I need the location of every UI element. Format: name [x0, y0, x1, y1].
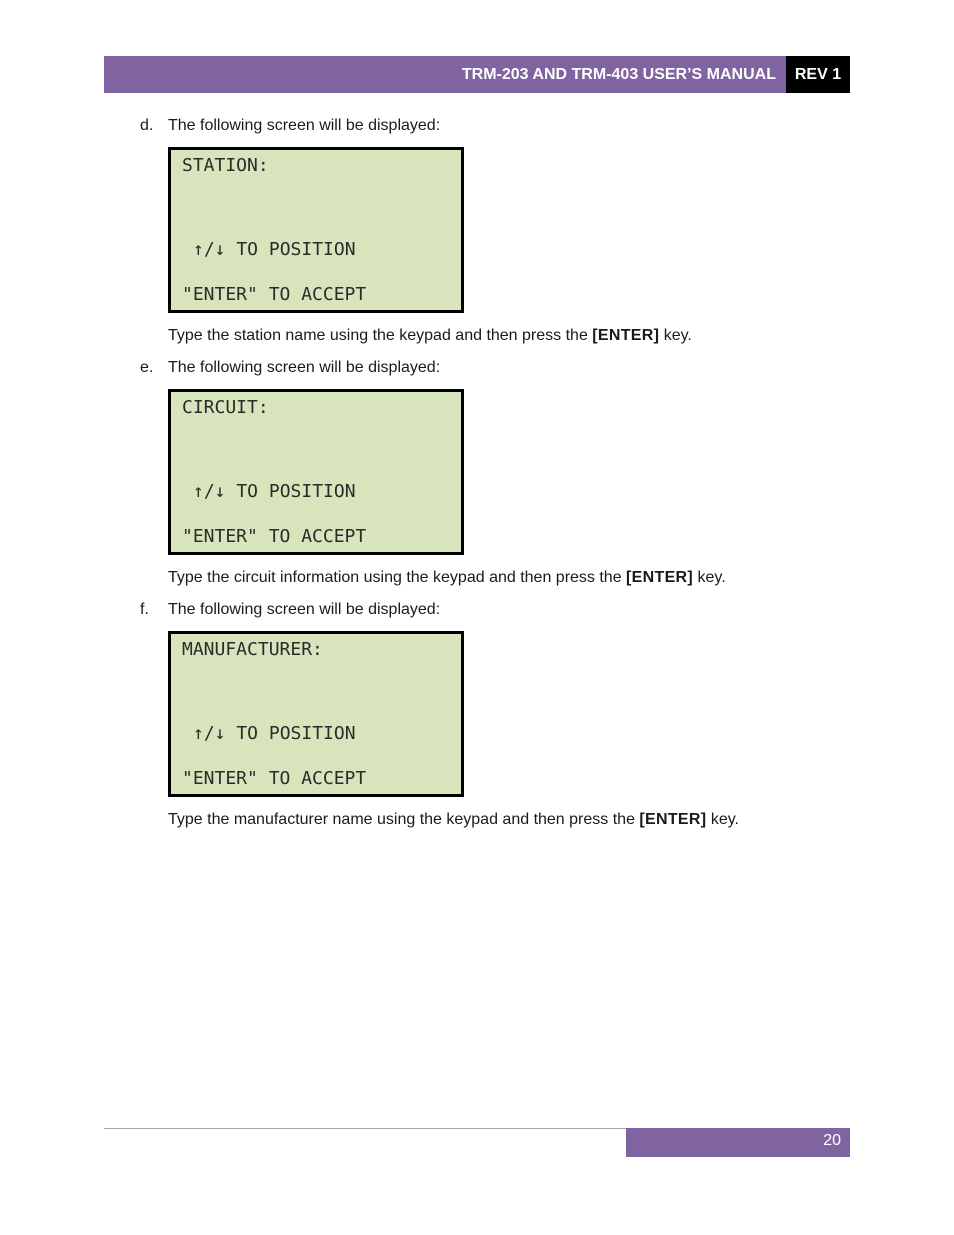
lcd-line-3: "ENTER" TO ACCEPT: [182, 526, 367, 547]
instruction-suffix: key.: [659, 327, 692, 344]
step-letter: e.: [140, 359, 154, 376]
lcd-screen-station: [168, 147, 464, 313]
instruction-text: Type the station name using the keypad and then press the: [168, 327, 593, 344]
instruction-station: [168, 326, 692, 346]
lcd-line-1: MANUFACTURER:: [182, 639, 323, 660]
manual-title: TRM-203 AND TRM-403 USER’S MANUAL: [461, 66, 776, 83]
instruction-suffix: key.: [706, 811, 739, 828]
footer-rule: [104, 1128, 626, 1129]
enter-key-label: [ENTER]: [639, 811, 707, 828]
step-letter: d.: [140, 117, 154, 134]
lcd-line-2: ↑/↓ TO POSITION: [193, 723, 356, 744]
lcd-line-3: "ENTER" TO ACCEPT: [182, 284, 367, 305]
step-intro: The following screen will be displayed:: [168, 601, 441, 618]
step-intro: The following screen will be displayed:: [168, 359, 441, 376]
lcd-screen-manufacturer: [168, 631, 464, 797]
instruction-manufacturer: [168, 810, 739, 830]
instruction-text: Type the manufacturer name using the keypad and then press the: [168, 811, 640, 828]
footer-bar: [626, 1128, 850, 1157]
lcd-line-1: STATION:: [182, 155, 269, 176]
lcd-line-2: ↑/↓ TO POSITION: [193, 481, 356, 502]
enter-key-label: [ENTER]: [626, 569, 694, 586]
lcd-screen-circuit: [168, 389, 464, 555]
header-bar: [104, 56, 786, 93]
lcd-line-2: ↑/↓ TO POSITION: [193, 239, 356, 260]
page-number: 20: [823, 1132, 841, 1149]
step-intro: The following screen will be displayed:: [168, 117, 441, 134]
revision-badge: REV 1: [786, 56, 850, 93]
instruction-suffix: key.: [693, 569, 726, 586]
enter-key-label: [ENTER]: [592, 327, 660, 344]
step-letter: f.: [140, 601, 149, 618]
instruction-circuit: [168, 568, 726, 588]
lcd-line-3: "ENTER" TO ACCEPT: [182, 768, 367, 789]
lcd-line-1: CIRCUIT:: [182, 397, 269, 418]
instruction-text: Type the circuit information using the keypad and then press the: [168, 569, 627, 586]
